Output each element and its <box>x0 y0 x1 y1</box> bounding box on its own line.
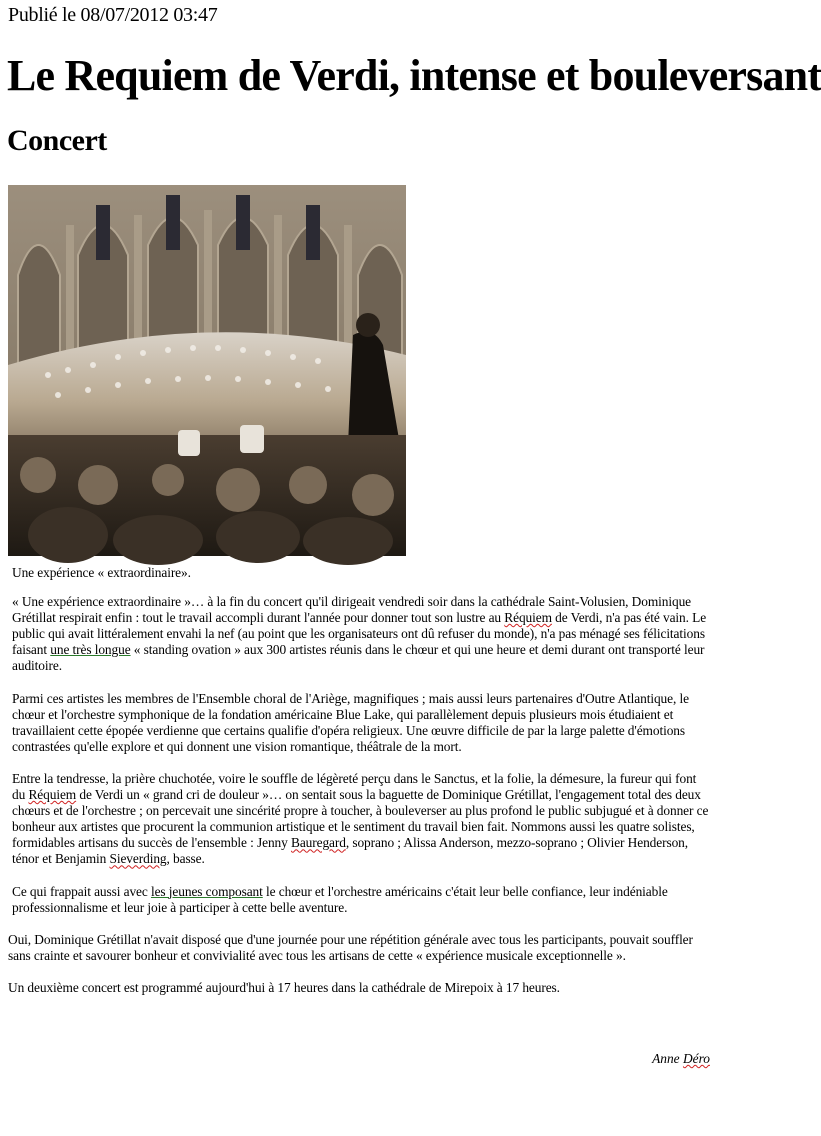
article-paragraph: Entre la tendresse, la prière chuchotée, voire le souffle de légèreté perçu dans le Sanctus, et la folie, la démesure, la fureur qui font du Réquiem de Verdi un « grand cri de douleur »… on sentait sous la baguette de Dominique Grétillat, l'engagement total des deux chœurs et de l'orchestre ; on percevait une sincérité propre à toucher, à bouleverser au plus profond le public subjugué et à donner ce bonheur aux artistes que procurent la communion artistique et le sentiment du travail bien fait. Nommons aussi les quatre solistes, formidables artisans du succès de l'ensemble : Jenny Bauregard, soprano ; Alissa Anderson, mezzo-soprano ; Olivier Henderson, ténor et Benjamin Sieverding, basse. <box>12 770 709 867</box>
concert-photo <box>8 185 406 556</box>
published-date: Publié le 08/07/2012 03:47 <box>8 4 218 26</box>
article-paragraph: Un deuxième concert est programmé aujourd'hui à 17 heures dans la cathédrale de Mirepoix à 17 heures. <box>8 979 560 995</box>
article-headline: Le Requiem de Verdi, intense et bouleversant <box>7 51 821 100</box>
photo-caption: Une expérience « extraordinaire». <box>12 565 191 580</box>
article-paragraph: Oui, Dominique Grétillat n'avait disposé que d'une journée pour une répétition générale avec tous les participants, pouvait souffler sans crainte et savourer bonheur et convivialité avec tous les artisans de cette « expérience musicale exceptionnelle ». <box>8 931 693 963</box>
article-paragraph: Parmi ces artistes les membres de l'Ensemble choral de l'Ariège, magnifiques ; mais aussi leurs partenaires d'Outre Atlantique, le chœur et l'orchestre symphonique de la fondation américaine Blue Lake, qui parallèlement depuis plusieurs mois étudiaient et travaillaient cette épopée verdienne que certains qualifie d'opéra religieux. Une œuvre difficile de par la large palette d'émotions contrastées qu'elle explore et qui donnent une vision romantique, théâtrale de la mort. <box>12 690 689 754</box>
article-paragraph: Ce qui frappait aussi avec les jeunes composant le chœur et l'orchestre américains c'était leur belle confiance, leur indéniable professionnalisme et leur joie à participer à cette belle aventure. <box>12 883 668 915</box>
article-paragraph: « Une expérience extraordinaire »… à la fin du concert qu'il dirigeait vendredi soir dans la cathédrale Saint-Volusien, Dominique Grétillat respirait enfin : tout le travail accompli durant l'année pour donner tout son lustre au Réquiem de Verdi, n'a pas été vain. Le public qui avait littéralement envahi la nef (au point que les organisateurs ont dû refuser du monde), n'a pas ménagé ses félicitations faisant une très longue « standing ovation » aux 300 artistes réunis dans le chœur et qui une heure et demi durant ont transporté leur auditoire. <box>12 594 707 674</box>
article-body <box>8 565 712 1012</box>
article-category: Concert <box>7 124 107 157</box>
author-signature: Anne Déro <box>652 1051 710 1066</box>
